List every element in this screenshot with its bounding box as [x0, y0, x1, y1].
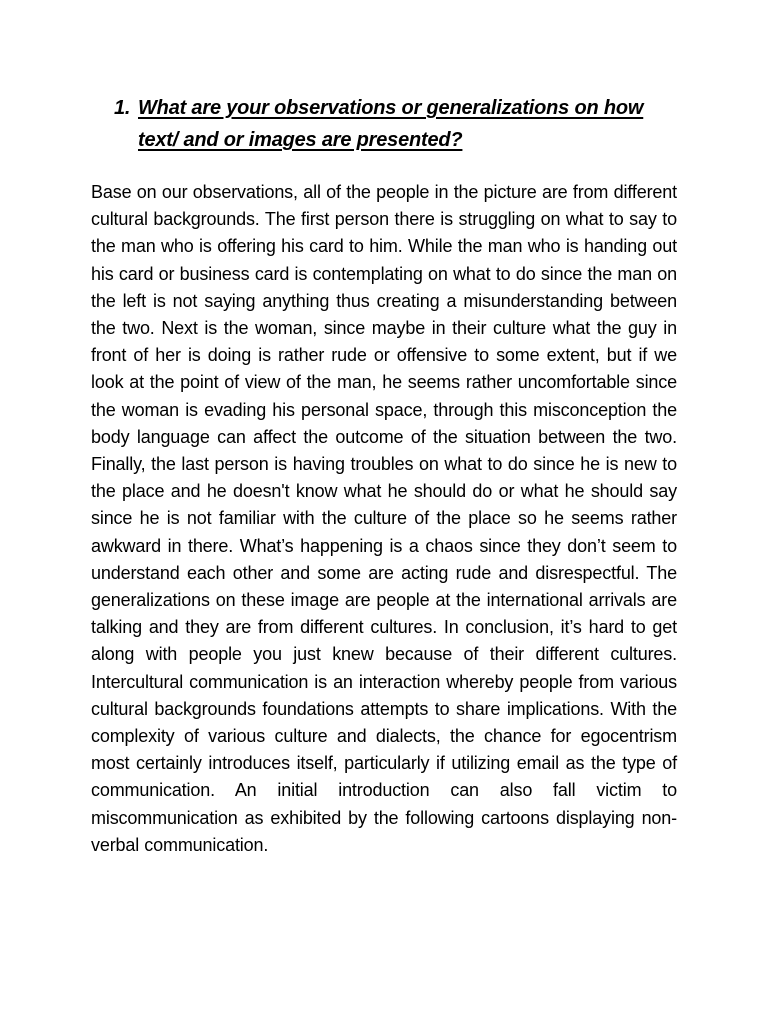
question-text: What are your observations or generalizations on how text/ and or images are presented?: [138, 97, 644, 151]
answer-paragraph: Base on our observations, all of the people in the picture are from different cultural backgrounds. The first person there is struggling on what to say to the man who is offering his card to him. While the man who is handing out his card or business card is contemplating on what to do since the man on the left is not saying anything thus creating a misunderstanding between the two. Next is the woman, since maybe in their culture what the guy in front of her is doing is rather rude or offensive to some extent, but if we look at the point of view of the man, he seems rather uncomfortable since the woman is evading his personal space, through this misconception the body language can affect the outcome of the situation between the two. Finally, the last person is having troubles on what to do since he is new to the place and he doesn't know what he should do or what he should say since he is not familiar with the culture of the place so he seems rather awkward in there. What’s happening is a chaos since they don’t seem to understand each other and some are acting rude and disrespectful. The generalizations on these image are people at the international arrivals are talking and they are from different cultures. In conclusion, it’s hard to get along with people you just knew because of their different cultures. Intercultural communication is an interaction whereby people from various cultural backgrounds foundations attempts to share implications. With the complexity of various culture and dialects, the chance for egocentrism most certainly introduces itself, particularly if utilizing email as the type of communication. An initial introduction can also fall victim to miscommunication as exhibited by the following cartoons displaying non-verbal communication.: [91, 182, 677, 855]
question-heading: [114, 92, 674, 156]
question-number: 1.: [114, 97, 131, 119]
